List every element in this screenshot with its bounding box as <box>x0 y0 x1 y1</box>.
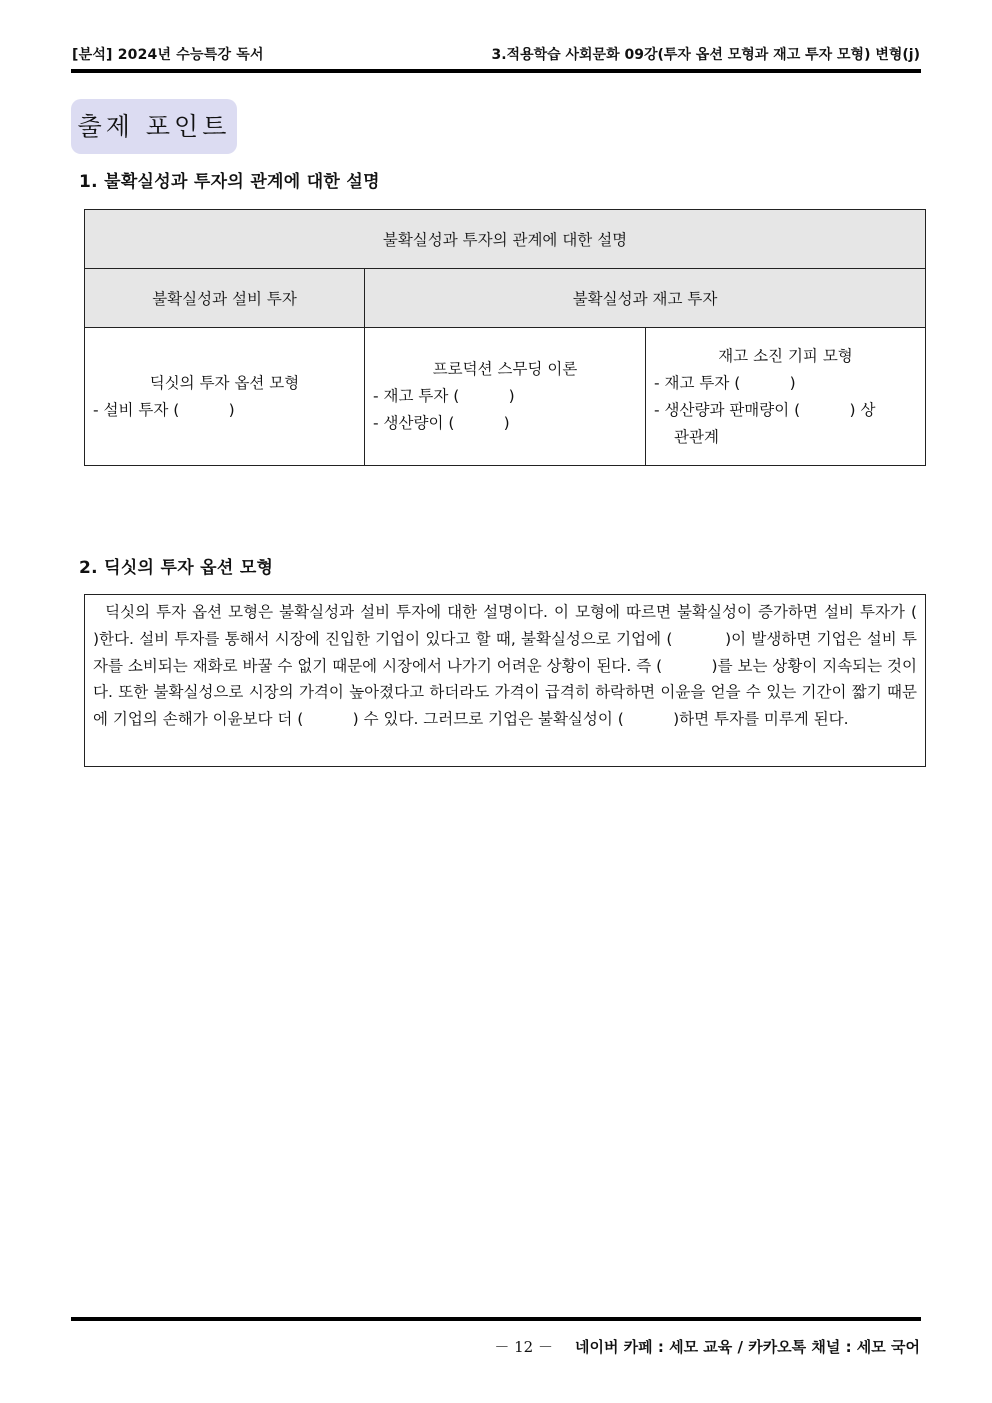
cell-line: - 생산량이 ( ) <box>373 414 510 432</box>
header-right-text: 3.적용학습 사회문화 09강(투자 옵션 모형과 재고 투자 모형) 변형(j) <box>491 47 920 63</box>
section-badge: 출제 포인트 <box>71 99 237 154</box>
cell-title: 재고 소진 기피 모형 <box>718 346 853 365</box>
table-cell-production-smoothing <box>365 328 646 466</box>
passage-box: 딕싯의 투자 옵션 모형은 불확실성과 설비 투자에 대한 설명이다. 이 모형에 따르면 불확실성이 증가하면 설비 투자가 ( )한다. 설비 투자를 통해서 시장에 진입한 기업이 있다고 할 때, 불확실성으로 기업에 ( )이 발생하면 기업은 설비 투자를 소비되는 재화로 바꿀 수 없기 때문에 시장에서 나가기 어려운 상황이 된다. 즉 ( )를 보는 상황이 지속되는 것이다. 또한 불확실성으로 시장의 가격이 높아졌다고 하더라도 가격이 급격히 하락하면 이윤을 얻을 수 있는 기간이 짧기 때문에 기업의 손해가 이윤보다 더 ( ) 수 있다. 그러므로 기업은 불확실성이 ( )하면 투자를 미루게 된다. <box>84 594 926 767</box>
cell-line: - 재고 투자 ( ) <box>373 387 515 405</box>
cell-title: 프로덕션 스무딩 이론 <box>432 360 578 378</box>
footer <box>494 1336 920 1357</box>
cell-line: - 설비 투자 ( ) <box>93 400 235 419</box>
header-divider <box>71 69 921 73</box>
table-header-inventory: 불확실성과 재고 투자 <box>365 269 926 328</box>
cell-line: - 재고 투자 ( ) <box>654 373 796 392</box>
footer-divider <box>71 1317 921 1321</box>
cell-line: - 생산량과 판매량이 ( ) 상 <box>654 400 876 419</box>
page-number: － 12 － <box>494 1338 553 1356</box>
relation-table <box>84 209 926 466</box>
table-main-header: 불확실성과 투자의 관계에 대한 설명 <box>85 210 926 269</box>
cell-title: 딕싯의 투자 옵션 모형 <box>149 373 300 392</box>
cell-line: 관관계 <box>674 427 719 446</box>
footer-text: 네이버 카페 : 세모 교육 / 카카오톡 채널 : 세모 국어 <box>574 1338 920 1356</box>
table-cell-dixit <box>85 328 365 466</box>
table-cell-stockout-avoidance <box>646 328 926 466</box>
table-header-equipment: 불확실성과 설비 투자 <box>85 269 365 328</box>
section2-title: 2. 딕싯의 투자 옵션 모형 <box>79 558 274 578</box>
header-left-text: [분석] 2024년 수능특강 독서 <box>72 47 264 63</box>
section1-title: 1. 불확실성과 투자의 관계에 대한 설명 <box>79 172 380 192</box>
